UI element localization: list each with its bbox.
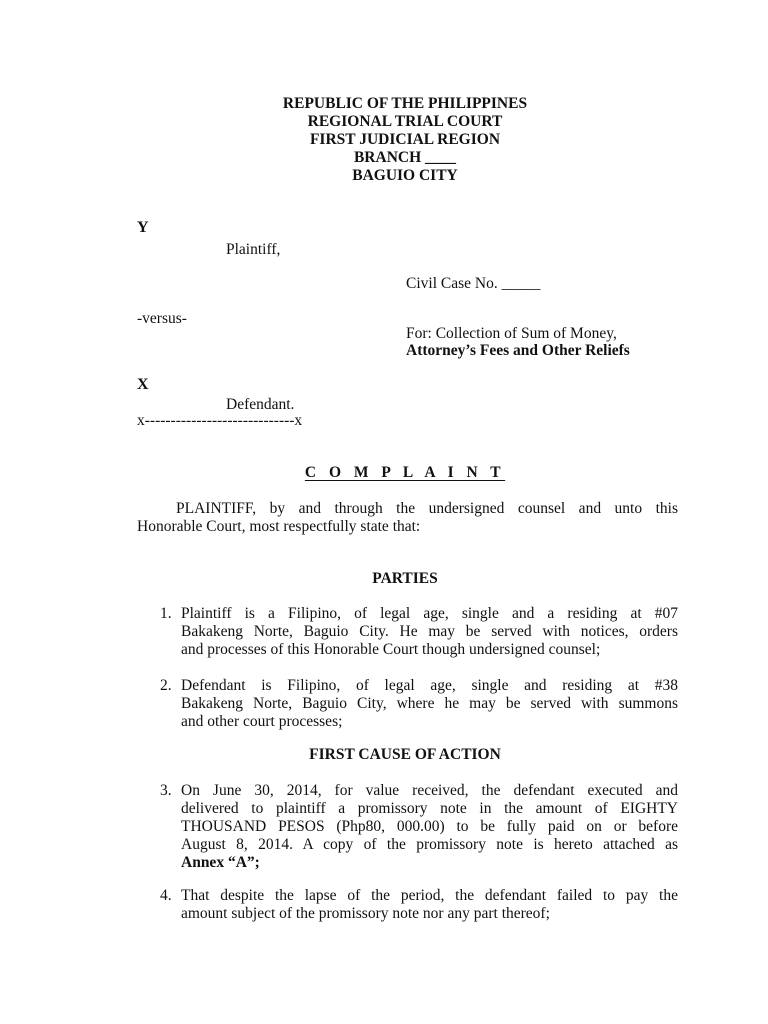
court-header-city: BAGUIO CITY: [352, 167, 458, 184]
list-item: [181, 677, 678, 731]
item-number: 3.: [160, 782, 172, 799]
intro-paragraph: [137, 500, 678, 536]
item-line: Bakakeng Norte, Baguio City, where he may be served with summons: [181, 695, 678, 712]
item-line: THOUSAND PESOS (Php80, 000.00) to be fully paid on or before: [181, 818, 678, 835]
item-number: 4.: [160, 887, 172, 904]
court-header-republic: REPUBLIC OF THE PHILIPPINES: [282, 95, 528, 112]
versus-label: -versus-: [137, 310, 187, 327]
case-nature-line2: Attorney’s Fees and Other Reliefs: [406, 342, 630, 359]
intro-line2: Honorable Court, most respectfully state that:: [137, 518, 421, 535]
item-line: August 8, 2014. A copy of the promissory note is hereto attached as: [181, 836, 678, 853]
item-number: 1.: [160, 605, 172, 622]
defendant-name: X: [137, 376, 149, 393]
section-heading-first-cause: FIRST CAUSE OF ACTION: [309, 746, 501, 763]
court-header-region: FIRST JUDICIAL REGION: [309, 131, 501, 148]
document-title: C O M P L A I N T: [304, 464, 506, 481]
item-line: and other court processes;: [181, 713, 343, 730]
list-item: [181, 782, 678, 872]
case-nature-line1: For: Collection of Sum of Money,: [406, 325, 617, 342]
intro-line1: PLAINTIFF, by and through the undersigned counsel and unto this: [176, 500, 678, 517]
item-line: Bakakeng Norte, Baguio City. He may be served with notices, orders: [181, 623, 678, 640]
court-header-rtc: REGIONAL TRIAL COURT: [307, 113, 503, 130]
plaintiff-label: Plaintiff,: [226, 241, 281, 258]
annex-reference: Annex “A”;: [181, 854, 260, 871]
caption-separator: x-----------------------------x: [137, 412, 303, 429]
defendant-label: Defendant.: [226, 396, 295, 413]
item-line: On June 30, 2014, for value received, the defendant executed and: [181, 782, 678, 799]
section-heading-parties: PARTIES: [372, 570, 438, 587]
item-line: amount subject of the promissory note nor any part thereof;: [181, 905, 550, 922]
item-line: Plaintiff is a Filipino, of legal age, single and a residing at #07: [181, 605, 678, 622]
plaintiff-name: Y: [137, 219, 149, 236]
item-line: Defendant is Filipino, of legal age, single and residing at #38: [181, 677, 678, 694]
item-line: That despite the lapse of the period, the defendant failed to pay the: [181, 887, 678, 904]
list-item: [181, 605, 678, 659]
court-header-branch: BRANCH ____: [353, 149, 457, 166]
item-line: delivered to plaintiff a promissory note in the amount of EIGHTY: [181, 800, 678, 817]
civil-case-number: Civil Case No. _____: [406, 275, 541, 292]
item-line: and processes of this Honorable Court though undersigned counsel;: [181, 641, 601, 658]
list-item: [181, 887, 678, 923]
item-number: 2.: [160, 677, 172, 694]
